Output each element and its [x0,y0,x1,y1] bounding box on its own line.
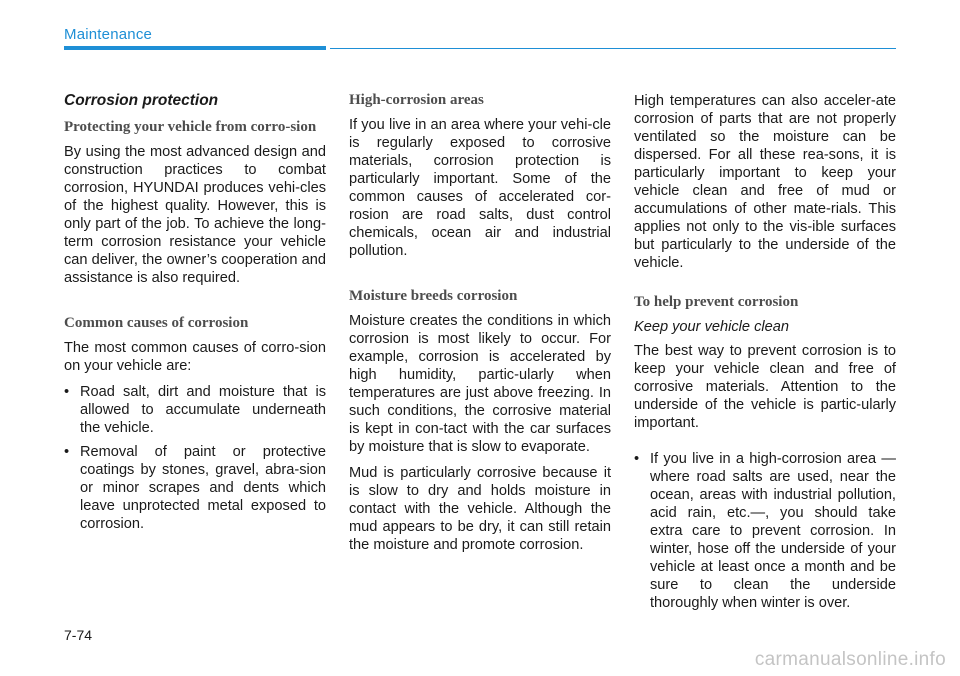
paragraph: Moisture creates the conditions in which corrosion is most likely to occur. For example, corrosion is accelerated by high humidity, partic-ularly when temperatures are just above freezing. In such conditions, the corrosive material is kept in con-tact with the car surfaces by moisture that is slow to evaporate. [349,313,611,455]
section-title: Corrosion protection [64,92,219,109]
subheading-keep-clean: Keep your vehicle clean [634,319,789,335]
prevent-list [634,450,896,612]
heading-common-causes: Common causes of corrosion [64,315,249,331]
paragraph: High temperatures can also acceler-ate corrosion of parts that are not properly ventilated so the moisture can be dispersed. For all these rea-sons, it is particularly important to keep your vehicle clean and free of mud or accumulations of other mate-rials. This applies not only to the vis-ible surfaces but particularly to the underside of the vehicle. [634,93,896,271]
heading-moisture: Moisture breeds corrosion [349,288,518,304]
paragraph: The best way to prevent corrosion is to keep your vehicle clean and free of corrosive materials. Attention to the underside of the vehicle is partic-ularly important. [634,343,896,431]
list-item: • Road salt, dirt and moisture that is allowed to accumulate underneath the vehicle. [64,384,326,436]
list-item: • If you live in a high-corrosion area — where road salts are used, near the ocean, areas with industrial pollution, acid rain, etc.—, you should take extra care to prevent corrosion. In winter, hose off the underside of your vehicle at least once a month and be sure to clean the underside thoroughly when winter is over. [634,451,896,611]
paragraph: If you live in an area where your vehi-cle is regularly exposed to corrosive materials, corrosion protection is particularly important. Some of the common causes of accelerated cor-rosion are road salts, dust control chemicals, ocean air and industrial pollution. [349,117,611,259]
causes-list [64,383,326,533]
column-1 [64,92,326,541]
page-number: 7-74 [64,627,93,643]
bullet-icon: • [634,451,640,467]
column-3 [634,92,896,620]
paragraph: The most common causes of corro-sion on your vehicle are: [64,340,326,374]
header-rule-thin [330,48,896,49]
heading-protecting: Protecting your vehicle from corro-sion [64,119,317,135]
watermark: carmanualsonline.info [754,649,946,670]
list-item: • Removal of paint or protective coatings by stones, gravel, abra-sion or minor scrapes and dents which leave unprotected metal exposed to corrosion. [64,444,326,532]
header-rule-thick [64,46,326,50]
heading-prevent: To help prevent corrosion [634,294,799,310]
paragraph: By using the most advanced design and construction practices to combat corrosion, HYUNDAI produces vehi-cles of the highest quality. However, this is only part of the job. To achieve the long-term corrosion resistance your vehicle can deliver, the owner’s cooperation and assistance is also required. [64,144,326,286]
section-label: Maintenance [64,26,153,43]
bullet-icon: • [64,444,70,460]
bullet-icon: • [64,384,70,400]
heading-high-corrosion: High-corrosion areas [349,92,484,108]
paragraph: Mud is particularly corrosive because it is slow to dry and holds moisture in contact with the vehicle. Although the mud appears to be dry, it can still retain the moisture and promote corrosion. [349,465,611,553]
column-2 [349,92,611,562]
